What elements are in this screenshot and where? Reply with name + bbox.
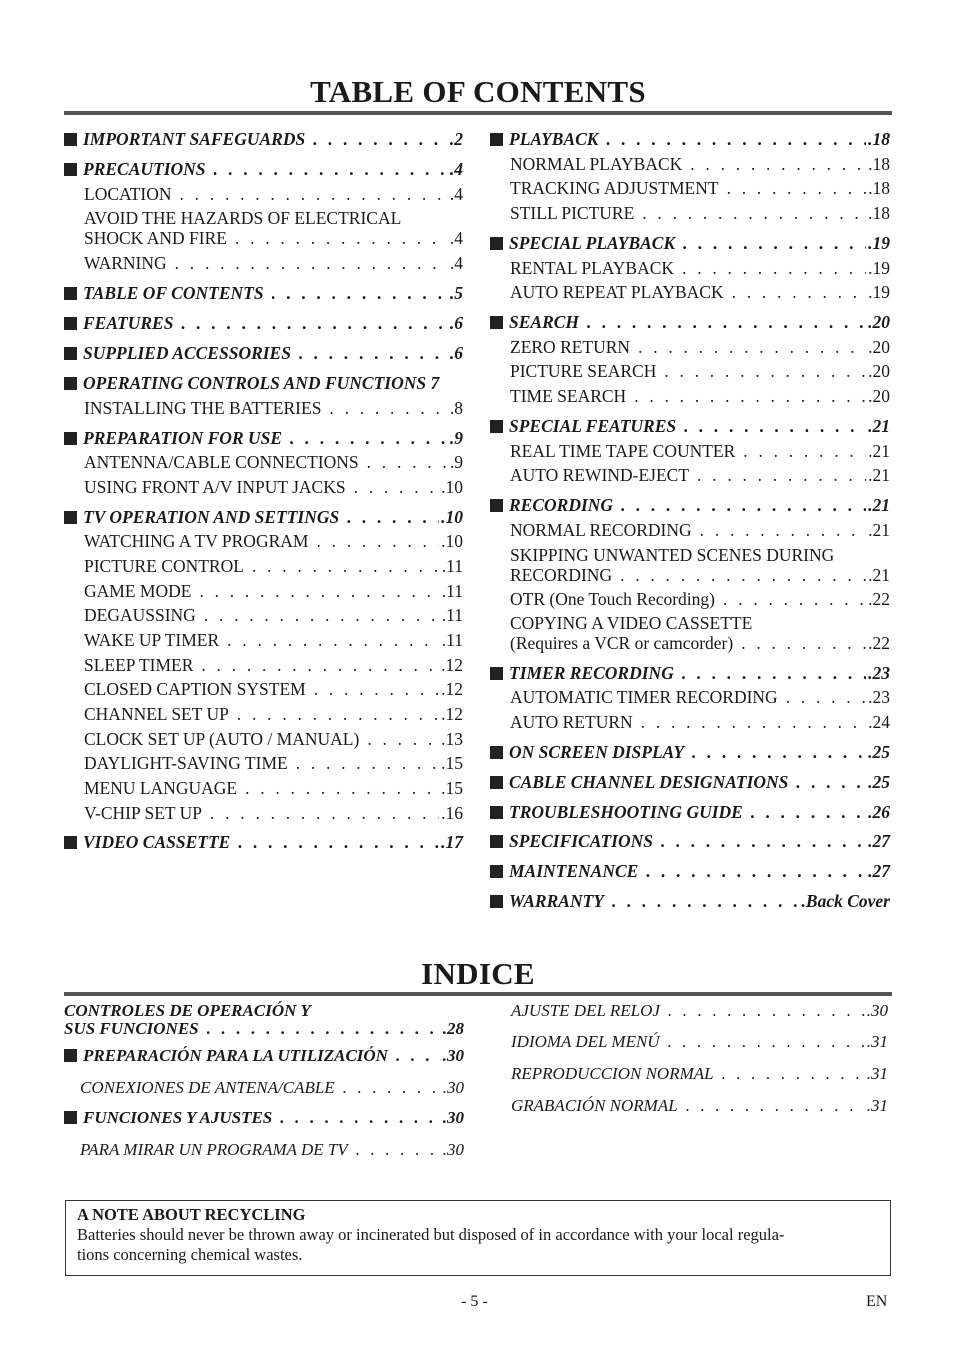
toc-entry — [64, 253, 463, 273]
toc-entry — [490, 495, 890, 515]
toc-entry-page: .18 — [868, 129, 890, 149]
toc-entry-label: SPECIFICATIONS — [509, 831, 653, 851]
dot-leader — [343, 1078, 441, 1098]
toc-entry-label: SUS FUNCIONES — [64, 1019, 199, 1038]
square-bullet-icon — [490, 895, 503, 908]
toc-entry-label: SUPPLIED ACCESSORIES — [83, 343, 291, 363]
dot-leader — [732, 282, 867, 302]
toc-entry-page: .21 — [868, 441, 890, 461]
square-bullet-icon — [490, 237, 503, 250]
recycling-note — [65, 1200, 891, 1276]
dot-leader — [723, 589, 866, 609]
dot-leader — [668, 1001, 865, 1021]
toc-entry — [490, 633, 890, 653]
dot-leader — [238, 832, 439, 852]
toc-entry — [490, 772, 890, 792]
toc-entry — [490, 258, 890, 278]
toc-title: TABLE OF CONTENTS — [310, 74, 646, 109]
square-bullet-icon — [64, 377, 77, 390]
toc-entry-label: WAKE UP TIMER — [84, 630, 220, 650]
dot-leader — [354, 477, 440, 497]
toc-entry — [64, 184, 463, 204]
dot-leader — [396, 1046, 441, 1066]
square-bullet-icon — [64, 836, 77, 849]
toc-entry — [490, 203, 890, 223]
toc-entry-page: .10 — [441, 531, 463, 551]
toc-entry-page: .13 — [441, 729, 463, 749]
toc-entry — [64, 452, 463, 472]
dot-leader — [180, 184, 448, 204]
toc-entry — [64, 753, 463, 773]
dot-leader — [683, 233, 866, 253]
square-bullet-icon — [490, 865, 503, 878]
toc-right-column — [490, 120, 890, 920]
dot-leader — [751, 802, 866, 822]
square-bullet-icon — [490, 133, 503, 146]
toc-entry-label: WARNING — [84, 253, 167, 273]
square-bullet-icon — [64, 1111, 77, 1124]
dot-leader — [621, 495, 866, 515]
toc-entry — [490, 233, 890, 253]
dot-leader — [697, 465, 866, 485]
dot-leader — [664, 361, 866, 381]
dot-leader — [367, 729, 439, 749]
toc-entry-page: .15 — [441, 778, 463, 798]
toc-entry-label: V-CHIP SET UP — [84, 803, 202, 823]
toc-entry-page: .17 — [441, 832, 463, 852]
square-bullet-icon — [64, 163, 77, 176]
toc-entry-page: .11 — [441, 556, 463, 576]
toc-entry-label: SPECIAL FEATURES — [509, 416, 677, 436]
toc-entry-page: .21 — [868, 520, 890, 540]
toc-entry-page: .31 — [866, 1096, 888, 1115]
toc-entry-page: .31 — [866, 1064, 888, 1083]
toc-entry — [490, 465, 890, 485]
dot-leader — [661, 831, 866, 851]
dot-leader — [796, 772, 866, 792]
toc-entry-page: .4 — [449, 184, 463, 204]
toc-entry-page: .2 — [449, 129, 463, 149]
square-bullet-icon — [64, 317, 77, 330]
toc-entry-page: .21 — [868, 495, 890, 515]
toc-entry — [490, 613, 890, 633]
dot-leader — [684, 416, 866, 436]
dot-leader — [272, 283, 448, 303]
toc-entry-page: .30 — [442, 1046, 464, 1065]
toc-entry-page: .23 — [868, 663, 890, 683]
toc-entry — [490, 663, 890, 683]
language-code: EN — [866, 1293, 888, 1310]
dot-leader — [314, 679, 439, 699]
square-bullet-icon — [490, 806, 503, 819]
toc-entry — [64, 778, 463, 798]
toc-entry-label: RENTAL PLAYBACK — [510, 258, 675, 278]
toc-entry-page: .6 — [449, 343, 463, 363]
toc-entry-label: (Requires a VCR or camcorder) — [510, 633, 734, 653]
toc-entry-page: .25 — [868, 772, 890, 792]
dot-leader — [786, 687, 866, 707]
square-bullet-icon — [490, 667, 503, 680]
toc-entry — [64, 704, 463, 724]
dot-leader — [620, 565, 866, 585]
toc-entry-page: .5 — [449, 283, 463, 303]
toc-entry-label: PICTURE SEARCH — [510, 361, 657, 381]
toc-entry-page: .19 — [868, 233, 890, 253]
dot-leader — [235, 228, 448, 248]
toc-entry-page: .10 — [441, 477, 463, 497]
toc-entry-page: .11 — [441, 605, 463, 625]
toc-entry — [64, 556, 463, 576]
dot-leader — [606, 129, 866, 149]
toc-entry-label: CHANNEL SET UP — [84, 704, 229, 724]
toc-entry-label: CLOSED CAPTION SYSTEM — [84, 679, 306, 699]
toc-entry-page: .18 — [868, 203, 890, 223]
toc-entry — [490, 178, 890, 198]
toc-entry-label: CONTROLES DE OPERACIÓN Y — [64, 1001, 311, 1020]
dot-leader — [252, 556, 440, 576]
dot-leader — [214, 159, 448, 179]
dot-leader — [646, 861, 866, 881]
toc-entry-label: SEARCH — [509, 312, 580, 332]
square-bullet-icon — [490, 316, 503, 329]
square-bullet-icon — [64, 511, 77, 524]
toc-entry — [64, 1108, 464, 1128]
toc-entry — [490, 831, 890, 851]
toc-entry-label: NORMAL PLAYBACK — [510, 154, 683, 174]
toc-entry-label: MAINTENANCE — [509, 861, 639, 881]
dot-leader — [668, 1032, 865, 1052]
toc-entry-label: MENU LANGUAGE — [84, 778, 238, 798]
toc-entry-label: ZERO RETURN — [510, 337, 631, 357]
toc-entry-page: .23 — [868, 687, 890, 707]
dot-leader — [299, 343, 448, 363]
toc-entry-page: .19 — [868, 258, 890, 278]
dot-leader — [207, 1019, 441, 1039]
toc-entry-page: .4 — [449, 253, 463, 273]
toc-entry-page: .31 — [866, 1032, 888, 1051]
toc-entry — [490, 545, 890, 565]
toc-entry — [490, 416, 890, 436]
toc-entry — [490, 712, 890, 732]
dot-leader — [296, 753, 439, 773]
toc-entry-page: .Back Cover — [801, 891, 890, 911]
toc-entry-page: .18 — [868, 178, 890, 198]
dot-leader — [175, 253, 448, 273]
toc-entry — [64, 630, 463, 650]
toc-entry-label: ANTENNA/CABLE CONNECTIONS — [84, 452, 359, 472]
dot-leader — [367, 452, 448, 472]
toc-entry-label: AUTO REPEAT PLAYBACK — [510, 282, 724, 302]
toc-entry-label: STILL PICTURE — [510, 203, 635, 223]
toc-entry — [495, 1096, 888, 1116]
toc-entry — [490, 282, 890, 302]
toc-entry — [64, 208, 463, 228]
toc-entry-label: AJUSTE DEL RELOJ — [511, 1001, 660, 1020]
dot-leader — [743, 441, 866, 461]
toc-title-rule — [64, 111, 892, 115]
square-bullet-icon — [64, 347, 77, 360]
toc-entry-page: .20 — [868, 386, 890, 406]
toc-entry-page: .24 — [868, 712, 890, 732]
toc-entry-label: CLOCK SET UP (AUTO / MANUAL) — [84, 729, 360, 749]
dot-leader — [237, 704, 439, 724]
toc-entry — [64, 531, 463, 551]
toc-entry-page: .27 — [868, 861, 890, 881]
dot-leader — [686, 1096, 865, 1116]
dot-leader — [201, 655, 439, 675]
toc-entry — [64, 398, 463, 418]
toc-entry-page: .9 — [449, 428, 463, 448]
toc-entry-label: FUNCIONES Y AJUSTES — [83, 1108, 273, 1127]
toc-entry-label: LOCATION — [84, 184, 172, 204]
toc-entry — [64, 507, 463, 527]
dot-leader — [700, 520, 866, 540]
toc-left-column — [64, 120, 463, 860]
toc-entry-page: .30 — [442, 1078, 464, 1097]
toc-entry-page: .30 — [442, 1140, 464, 1159]
dot-leader — [722, 1064, 865, 1084]
toc-entry-page: .4 — [449, 159, 463, 179]
dot-leader — [612, 891, 800, 911]
toc-entry — [490, 565, 890, 585]
toc-entry — [64, 159, 463, 179]
toc-entry-label: REPRODUCCION NORMAL — [511, 1064, 714, 1083]
dot-leader — [290, 428, 448, 448]
toc-entry-page: .9 — [449, 452, 463, 472]
dot-leader — [227, 630, 440, 650]
toc-entry-page: .30 — [442, 1108, 464, 1127]
toc-entry — [64, 605, 463, 625]
dot-leader — [210, 803, 439, 823]
toc-entry-page: .22 — [868, 589, 890, 609]
toc-entry — [495, 1064, 888, 1084]
toc-entry-label: CONEXIONES DE ANTENA/CABLE — [80, 1078, 335, 1097]
toc-entry-label: PICTURE CONTROL — [84, 556, 244, 576]
toc-entry-page: .30 — [866, 1001, 888, 1020]
toc-entry-label: IDIOMA DEL MENÚ — [511, 1032, 660, 1051]
square-bullet-icon — [64, 1049, 77, 1062]
toc-entry-page: .10 — [441, 507, 463, 527]
toc-entry-page: .15 — [441, 753, 463, 773]
toc-entry — [64, 1078, 464, 1098]
square-bullet-icon — [490, 835, 503, 848]
toc-entry — [64, 679, 463, 699]
toc-entry-page: .18 — [868, 154, 890, 174]
toc-entry-label: DEGAUSSING — [84, 605, 196, 625]
toc-entry-page: .12 — [441, 704, 463, 724]
toc-entry-label: TIMER RECORDING — [509, 663, 674, 683]
toc-entry — [64, 1140, 464, 1160]
toc-entry — [64, 477, 463, 497]
square-bullet-icon — [490, 420, 503, 433]
dot-leader — [204, 605, 440, 625]
dot-leader — [181, 313, 447, 333]
toc-entry — [490, 154, 890, 174]
toc-entry-page: .20 — [868, 312, 890, 332]
toc-entry-page: .12 — [441, 655, 463, 675]
toc-entry — [490, 802, 890, 822]
toc-entry-label: RECORDING — [509, 495, 614, 515]
toc-entry-label: AUTOMATIC TIMER RECORDING — [510, 687, 778, 707]
toc-entry — [490, 742, 890, 762]
toc-entry-page: .21 — [868, 416, 890, 436]
toc-entry-label: GAME MODE — [84, 581, 192, 601]
toc-entry-page: .8 — [449, 398, 463, 418]
toc-entry-label: PARA MIRAR UN PROGRAMA DE TV — [80, 1140, 348, 1159]
page-number: - 5 - — [461, 1293, 488, 1310]
toc-entry-label: AUTO REWIND-EJECT — [510, 465, 690, 485]
dot-leader — [280, 1108, 440, 1128]
toc-entry — [490, 891, 890, 911]
recycling-note-body-line2: tions concerning chemical wastes. — [77, 1245, 303, 1264]
toc-entry-label: SPECIAL PLAYBACK — [509, 233, 676, 253]
toc-entry — [490, 441, 890, 461]
toc-entry-page: .11 — [441, 630, 463, 650]
toc-entry-page: .20 — [868, 337, 890, 357]
toc-entry-page: .26 — [868, 802, 890, 822]
toc-entry-label: TV OPERATION AND SETTINGS — [83, 507, 340, 527]
dot-leader — [682, 258, 866, 278]
toc-entry-label: NORMAL RECORDING — [510, 520, 692, 540]
toc-entry — [64, 373, 463, 393]
dot-leader — [641, 712, 866, 732]
toc-entry-label: VIDEO CASSETTE — [83, 832, 231, 852]
toc-entry-label: RECORDING — [510, 565, 613, 585]
toc-entry-label: WATCHING A TV PROGRAM — [84, 531, 309, 551]
toc-entry — [64, 228, 463, 248]
toc-entry-page: .19 — [868, 282, 890, 302]
toc-entry-label: USING FRONT A/V INPUT JACKS — [84, 477, 346, 497]
toc-entry-page: .16 — [441, 803, 463, 823]
square-bullet-icon — [64, 432, 77, 445]
toc-entry — [495, 1032, 888, 1052]
square-bullet-icon — [64, 287, 77, 300]
toc-entry-page: .25 — [868, 742, 890, 762]
dot-leader — [347, 507, 439, 527]
toc-entry-label: ON SCREEN DISPLAY — [509, 742, 685, 762]
square-bullet-icon — [490, 746, 503, 759]
dot-leader — [634, 386, 866, 406]
toc-entry — [64, 1019, 464, 1039]
toc-entry-label: GRABACIÓN NORMAL — [511, 1096, 678, 1115]
toc-entry-label: IMPORTANT SAFEGUARDS — [83, 129, 306, 149]
dot-leader — [692, 742, 866, 762]
dot-leader — [638, 337, 866, 357]
indice-title: INDICE — [421, 956, 535, 991]
toc-entry — [64, 803, 463, 823]
toc-entry-label: TIME SEARCH — [510, 386, 627, 406]
toc-entry-label: OPERATING CONTROLS AND FUNCTIONS 7 — [83, 373, 440, 393]
toc-entry-label: AUTO RETURN — [510, 712, 633, 732]
square-bullet-icon — [490, 499, 503, 512]
toc-entry-label: WARRANTY — [509, 891, 604, 911]
indice-left-column — [64, 998, 464, 1168]
dot-leader — [199, 581, 439, 601]
toc-entry-label: TRACKING ADJUSTMENT — [510, 178, 719, 198]
toc-entry — [64, 428, 463, 448]
dot-leader — [690, 154, 866, 174]
toc-entry-page: .20 — [868, 361, 890, 381]
toc-entry — [490, 386, 890, 406]
dot-leader — [356, 1140, 441, 1160]
toc-entry — [64, 313, 463, 333]
toc-entry-label: SLEEP TIMER — [84, 655, 194, 675]
toc-entry-label: TABLE OF CONTENTS — [83, 283, 264, 303]
recycling-note-body-line1: Batteries should never be thrown away or incinerated but disposed of in accordance with your local regula- — [77, 1225, 785, 1244]
toc-entry-label: PREPARACIÓN PARA LA UTILIZACIÓN — [83, 1046, 388, 1065]
square-bullet-icon — [64, 133, 77, 146]
dot-leader — [727, 178, 867, 198]
toc-entry — [495, 1001, 888, 1021]
toc-entry-page: .12 — [441, 679, 463, 699]
dot-leader — [642, 203, 866, 223]
toc-entry — [64, 581, 463, 601]
toc-entry-label: COPYING A VIDEO CASSETTE — [510, 613, 753, 633]
toc-entry — [490, 361, 890, 381]
toc-entry — [490, 129, 890, 149]
toc-entry — [64, 1046, 464, 1066]
indice-right-column — [495, 998, 888, 1118]
toc-entry-page: .21 — [868, 565, 890, 585]
toc-entry — [64, 343, 463, 363]
dot-leader — [587, 312, 866, 332]
toc-entry — [64, 1001, 464, 1021]
dot-leader — [741, 633, 866, 653]
recycling-note-title: A NOTE ABOUT RECYCLING — [77, 1205, 306, 1224]
toc-entry-page: .4 — [449, 228, 463, 248]
dot-leader — [682, 663, 866, 683]
toc-entry — [490, 861, 890, 881]
toc-entry — [64, 129, 463, 149]
toc-entry — [490, 337, 890, 357]
toc-entry-page: .11 — [441, 581, 463, 601]
toc-entry — [490, 312, 890, 332]
toc-entry-page: .27 — [868, 831, 890, 851]
toc-entry-label: TROUBLESHOOTING GUIDE — [509, 802, 743, 822]
toc-entry — [490, 520, 890, 540]
toc-entry — [64, 729, 463, 749]
toc-entry-label: SKIPPING UNWANTED SCENES DURING — [510, 545, 835, 565]
toc-entry-label: AVOID THE HAZARDS OF ELECTRICAL — [84, 208, 402, 228]
toc-entry-label: DAYLIGHT-SAVING TIME — [84, 753, 288, 773]
toc-entry-page: .6 — [449, 313, 463, 333]
dot-leader — [313, 129, 448, 149]
dot-leader — [316, 531, 439, 551]
toc-entry-label: PREPARATION FOR USE — [83, 428, 283, 448]
toc-entry-label: OTR (One Touch Recording) — [510, 589, 716, 609]
indice-title-rule — [64, 992, 892, 996]
toc-entry-label: PRECAUTIONS — [83, 159, 206, 179]
toc-entry — [64, 655, 463, 675]
toc-entry-label: FEATURES — [83, 313, 174, 333]
toc-entry-label: SHOCK AND FIRE — [84, 228, 227, 248]
toc-entry-page: .21 — [868, 465, 890, 485]
dot-leader — [245, 778, 439, 798]
toc-entry — [64, 832, 463, 852]
toc-entry — [490, 687, 890, 707]
toc-entry-label: INSTALLING THE BATTERIES — [84, 398, 322, 418]
square-bullet-icon — [490, 776, 503, 789]
toc-entry-page: .22 — [868, 633, 890, 653]
toc-entry-label: PLAYBACK — [509, 129, 599, 149]
toc-entry — [64, 283, 463, 303]
toc-entry-label: REAL TIME TAPE COUNTER — [510, 441, 736, 461]
toc-entry — [490, 589, 890, 609]
toc-entry-label: CABLE CHANNEL DESIGNATIONS — [509, 772, 789, 792]
dot-leader — [329, 398, 447, 418]
toc-entry-page: .28 — [442, 1019, 464, 1038]
